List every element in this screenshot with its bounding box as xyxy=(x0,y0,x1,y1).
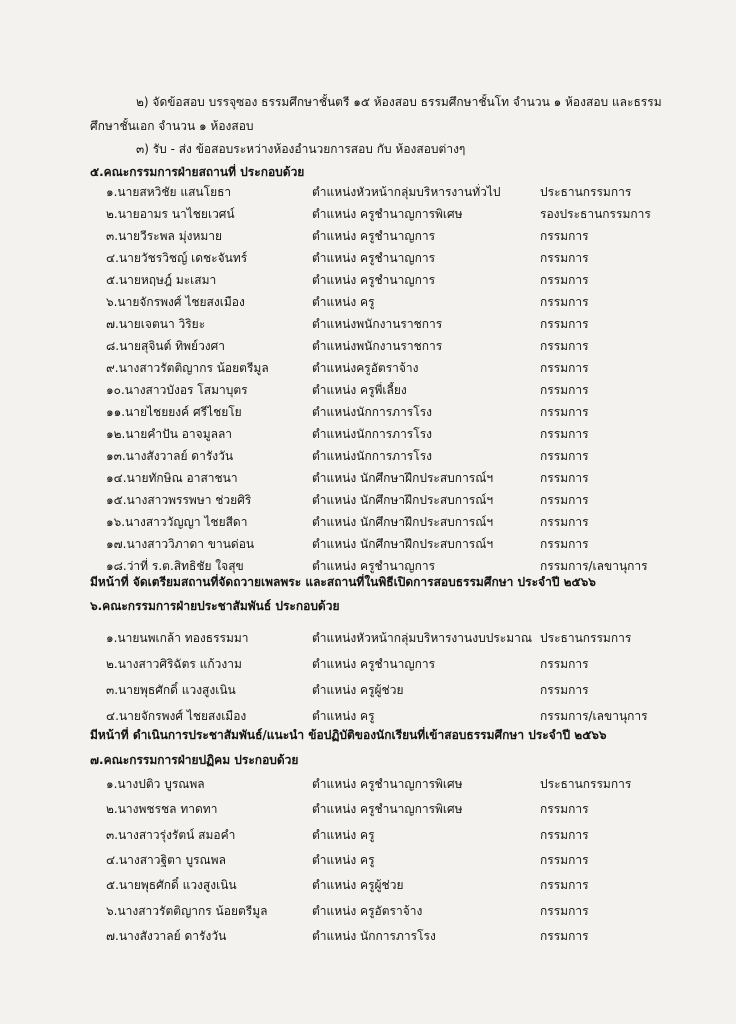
member-position: ตำแหน่ง ครู xyxy=(312,827,375,842)
member-position: ตำแหน่งครูอัตราจ้าง xyxy=(312,361,419,375)
member-row xyxy=(0,360,736,382)
member-role: กรรมการ xyxy=(540,427,589,441)
member-name: ๕.นายหฤษฎ์ มะเสมา xyxy=(106,273,217,287)
member-name: ๖.นายจักรพงศ์ ไชยสงเมือง xyxy=(106,295,245,309)
member-role: กรรมการ xyxy=(540,229,589,243)
member-row xyxy=(0,228,736,250)
member-row xyxy=(0,682,736,704)
member-row xyxy=(0,250,736,272)
member-position: ตำแหน่ง นักศึกษาฝึกประสบการณ์ฯ xyxy=(312,515,494,529)
member-name: ๑๒.นายคำปัน อาจมูลลา xyxy=(106,427,233,441)
member-row xyxy=(0,514,736,536)
member-position: ตำแหน่ง ครูชำนาญการ xyxy=(312,251,436,265)
member-row xyxy=(0,382,736,404)
member-role: กรรมการ xyxy=(540,273,589,287)
member-name: ๓.นางสาวรุ่งรัตน์ สมอคำ xyxy=(106,827,236,842)
section-6-heading: ๖.คณะกรรมการฝ่ายประชาสัมพันธ์ ประกอบด้วย xyxy=(90,599,340,613)
member-name: ๗.นางสังวาลย์ ดารังวัน xyxy=(106,928,227,943)
member-name: ๙.นางสาวรัตติญากร น้อยตรีมูล xyxy=(106,361,269,375)
member-name: ๘.นายสุจินต์ ทิพย์วงศา xyxy=(106,339,226,353)
member-row xyxy=(0,272,736,294)
member-position: ตำแหน่ง ครูผู้ช่วย xyxy=(312,878,404,893)
member-name: ๑๗.นางสาววิภาดา ขานด่อน xyxy=(106,537,255,551)
member-role: กรรมการ xyxy=(540,537,589,551)
member-name: ๖.นางสาวรัตติญากร น้อยตรีมูล xyxy=(106,903,268,918)
section-6-duty: มีหน้าที่ ดำเนินการประชาสัมพันธ์/แนะนำ ข้อปฏิบัติของนักเรียนที่เข้าสอบธรรมศึกษา ประจำปี ๒๕๖๖ xyxy=(90,728,607,742)
member-position: ตำแหน่ง ครูชำนาญการ xyxy=(312,657,436,671)
member-role: ประธานกรรมการ xyxy=(540,631,632,645)
member-name: ๑.นายสหวิชัย แสนโยธา xyxy=(106,185,232,199)
member-row xyxy=(0,492,736,514)
member-role: กรรมการ xyxy=(540,657,589,671)
member-position: ตำแหน่ง ครูพี่เลี้ยง xyxy=(312,383,407,397)
member-role: ประธานกรรมการ xyxy=(540,777,632,791)
member-position: ตำแหน่งพนักงานราชการ xyxy=(312,317,443,331)
member-row xyxy=(0,206,736,228)
member-position: ตำแหน่งนักการภารโรง xyxy=(312,449,432,463)
member-name: ๗.นายเจตนา วิริยะ xyxy=(106,317,206,331)
member-role: กรรมการ xyxy=(540,383,589,397)
member-position: ตำแหน่ง ครู xyxy=(312,295,375,309)
member-position: ตำแหน่ง นักศึกษาฝึกประสบการณ์ฯ xyxy=(312,471,494,485)
member-position: ตำแหน่งพนักงานราชการ xyxy=(312,339,443,353)
member-role: กรรมการ xyxy=(540,827,589,842)
member-row xyxy=(0,426,736,448)
member-name: ๔.นายจักรพงศ์ ไชยสงเมือง xyxy=(106,709,247,723)
member-name: ๒.นางพชรชล ทาดทา xyxy=(106,802,218,817)
member-role: กรรมการ xyxy=(540,405,589,419)
member-position: ตำแหน่ง ครูชำนาญการพิเศษ xyxy=(312,802,463,817)
member-position: ตำแหน่ง ครูอัตราจ้าง xyxy=(312,903,423,918)
member-name: ๓.นายวีระพล มุ่งหมาย xyxy=(106,229,223,243)
member-row xyxy=(0,536,736,558)
member-position: ตำแหน่ง ครูชำนาญการพิเศษ xyxy=(312,207,463,221)
member-row xyxy=(0,294,736,316)
member-name: ๑๔.นายทักษิณ อาสาชนา xyxy=(106,471,238,485)
member-name: ๒.นายอามร นาไชยเวศน์ xyxy=(106,207,235,221)
member-row xyxy=(0,852,736,874)
member-role: กรรมการ xyxy=(540,361,589,375)
member-row xyxy=(0,184,736,206)
member-row xyxy=(0,827,736,849)
intro-line-3: ๓) รับ - ส่ง ข้อสอบระหว่างห้องอำนวยการสอบ กับ ห้องสอบต่างๆ xyxy=(136,142,466,156)
member-row xyxy=(0,776,736,798)
section-5-duty: มีหน้าที่ จัดเตรียมสถานที่จัดถวายเพลพระ และสถานที่ในพิธีเปิดการสอบธรรมศึกษา ประจำปี ๒๕๖๖ xyxy=(90,575,596,589)
member-name: ๕.นายพุธศักดิ์ แวงสูงเนิน xyxy=(106,878,237,893)
member-role: รองประธานกรรมการ xyxy=(540,207,651,221)
member-name: ๑๕.นางสาวพรรพษา ช่วยศิริ xyxy=(106,493,252,507)
member-name: ๑๑.นายไชยยงค์ ศรีไชยโย xyxy=(106,405,242,419)
member-position: ตำแหน่ง ครู xyxy=(312,709,375,723)
member-position: ตำแหน่ง นักการภารโรง xyxy=(312,928,436,943)
member-name: ๑๓.นางสังวาลย์ ดารังวัน xyxy=(106,449,234,463)
intro-line-1: ๒) จัดข้อสอบ บรรจุซอง ธรรมศึกษาชั้นตรี ๑๕ ห้องสอบ ธรรมศึกษาชั้นโท จำนวน ๑ ห้องสอบ และธรรม xyxy=(136,95,662,109)
member-role: ประธานกรรมการ xyxy=(540,185,632,199)
member-position: ตำแหน่ง ครูชำนาญการ xyxy=(312,273,436,287)
member-position: ตำแหน่งนักการภารโรง xyxy=(312,427,432,441)
member-role: กรรมการ xyxy=(540,852,589,867)
member-role: กรรมการ/เลขานุการ xyxy=(540,709,648,723)
member-role: กรรมการ/เลขานุการ xyxy=(540,559,648,573)
member-name: ๑.นางปติว บูรณพล xyxy=(106,777,205,791)
member-row xyxy=(0,338,736,360)
member-position: ตำแหน่ง ครูชำนาญการ xyxy=(312,559,436,573)
member-role: กรรมการ xyxy=(540,251,589,265)
member-row xyxy=(0,316,736,338)
intro-line-2: ศึกษาชั้นเอก จำนวน ๑ ห้องสอบ xyxy=(90,119,254,133)
member-name: ๑๘.ว่าที่ ร.ต.สิทธิชัย ใจสุข xyxy=(106,559,244,573)
member-position: ตำแหน่ง นักศึกษาฝึกประสบการณ์ฯ xyxy=(312,493,494,507)
member-role: กรรมการ xyxy=(540,339,589,353)
member-row xyxy=(0,903,736,925)
member-name: ๒.นางสาวศิริฉัตร แก้วงาม xyxy=(106,657,242,671)
member-row xyxy=(0,877,736,899)
member-row xyxy=(0,801,736,823)
member-row xyxy=(0,404,736,426)
member-role: กรรมการ xyxy=(540,802,589,817)
member-position: ตำแหน่ง ครูชำนาญการ xyxy=(312,229,436,243)
member-position: ตำแหน่งหัวหน้ากลุ่มบริหารงานงบประมาณ xyxy=(312,631,532,645)
member-position: ตำแหน่งหัวหน้ากลุ่มบริหารงานทั่วไป xyxy=(312,185,501,199)
member-role: กรรมการ xyxy=(540,878,589,893)
member-role: กรรมการ xyxy=(540,449,589,463)
member-role: กรรมการ xyxy=(540,493,589,507)
member-row xyxy=(0,470,736,492)
member-role: กรรมการ xyxy=(540,903,589,918)
section-7-heading: ๗.คณะกรรมการฝ่ายปฏิคม ประกอบด้วย xyxy=(90,753,299,767)
member-position: ตำแหน่ง ครู xyxy=(312,852,375,867)
member-name: ๓.นายพุธศักดิ์ แวงสูงเนิน xyxy=(106,683,236,697)
member-name: ๔.นายวัชรวิชญ์ เดชะจันทร์ xyxy=(106,251,248,265)
member-position: ตำแหน่งนักการภารโรง xyxy=(312,405,432,419)
member-name: ๑.นายนพเกล้า ทองธรรมมา xyxy=(106,631,249,645)
member-row xyxy=(0,630,736,652)
member-role: กรรมการ xyxy=(540,683,589,697)
member-position: ตำแหน่ง ครูชำนาญการพิเศษ xyxy=(312,777,463,791)
member-row xyxy=(0,656,736,678)
member-name: ๔.นางสาวฐิตา บูรณพล xyxy=(106,852,226,867)
member-role: กรรมการ xyxy=(540,295,589,309)
member-name: ๑๐.นางสาวบังอร โสมาบุตร xyxy=(106,383,248,397)
member-role: กรรมการ xyxy=(540,317,589,331)
member-role: กรรมการ xyxy=(540,471,589,485)
member-position: ตำแหน่ง นักศึกษาฝึกประสบการณ์ฯ xyxy=(312,537,494,551)
member-role: กรรมการ xyxy=(540,928,589,943)
member-role: กรรมการ xyxy=(540,515,589,529)
member-row xyxy=(0,928,736,950)
member-name: ๑๖.นางสาววัญญา ไชยสีดา xyxy=(106,515,248,529)
section-5-heading: ๕.คณะกรรมการฝ่ายสถานที่ ประกอบด้วย xyxy=(90,165,305,179)
member-position: ตำแหน่ง ครูผู้ช่วย xyxy=(312,683,404,697)
member-row xyxy=(0,448,736,470)
